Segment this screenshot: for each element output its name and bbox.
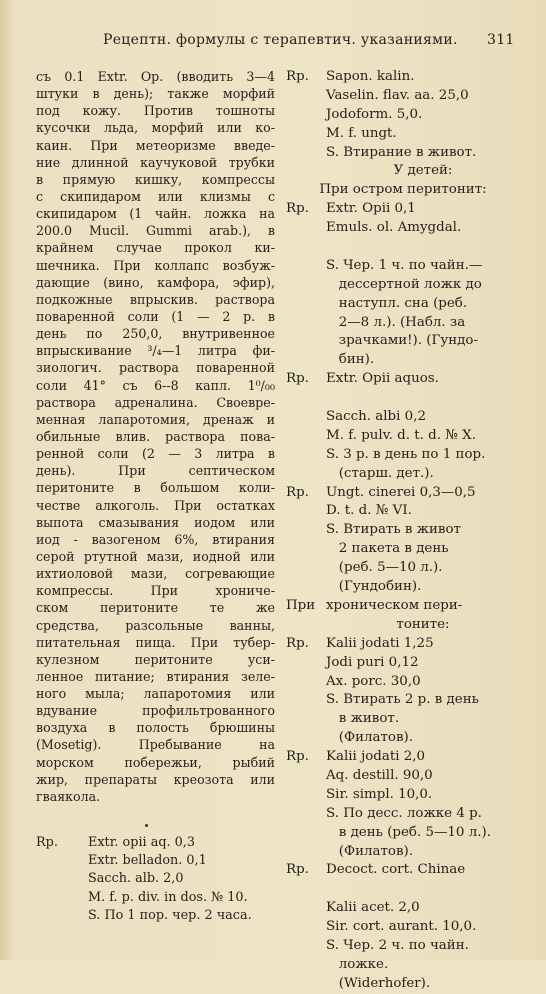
recipe-text: Extr. Opii aquos. <box>326 371 439 387</box>
ornament-dot <box>145 824 148 827</box>
recipe-marker: Rp. <box>286 635 309 651</box>
recipe-text: Emuls. ol. Amygdal. <box>326 220 462 236</box>
recipe-line <box>286 654 520 673</box>
recipe-marker <box>286 880 326 899</box>
recipe-line <box>286 276 520 295</box>
recipe-line <box>286 370 520 389</box>
recipe-marker <box>36 889 88 907</box>
recipe-text: Kalii jodati 1,25 <box>326 635 434 651</box>
recipe-text: Kalii jodati 2,0 <box>326 749 426 765</box>
recipe-text: Ungt. cinerei 0,3—0,5 <box>326 484 476 500</box>
recipe-line <box>286 635 520 654</box>
text-line: обильные влив. раствора пова- <box>36 428 275 444</box>
recipe-marker <box>286 295 326 314</box>
recipe-marker <box>286 314 326 333</box>
recipe-marker <box>286 691 326 710</box>
recipe-marker <box>286 238 326 257</box>
recipe-marker <box>286 767 326 786</box>
text-line: питательная пища. При тубер- <box>36 634 275 650</box>
text-line: ихтиоловой мази, согревающие <box>36 566 275 582</box>
recipe-marker: Rp. <box>286 484 309 500</box>
text-line: скипидаром (1 чайн. ложка на <box>36 206 275 222</box>
recipe-line <box>286 673 520 692</box>
recipe-text: Sir. simpl. 10,0. <box>326 786 433 802</box>
text-line: ском перитоните те же <box>36 600 275 616</box>
text-line: жир, препараты креозота или <box>36 771 275 787</box>
recipe-marker <box>286 446 326 465</box>
left-recipe <box>36 834 276 925</box>
recipe-marker <box>286 332 326 351</box>
recipe-marker <box>286 144 326 163</box>
text-line: перитоните в большом коли- <box>36 480 275 496</box>
recipe-line <box>286 125 520 144</box>
text-line: ренной соли (2 — 3 литра в <box>36 446 275 462</box>
recipe-marker <box>286 427 326 446</box>
text-line: раствора адреналина. Своевре- <box>36 394 275 410</box>
recipe-text: (старш. дет.). <box>326 465 434 481</box>
recipe-text: Aq. destill. 90,0 <box>326 767 433 783</box>
recipe-text: D. t. d. № VI. <box>326 503 412 519</box>
text-line: кулезном перитоните уси- <box>36 651 275 667</box>
recipe-marker <box>286 125 326 144</box>
recipe-text: (Филатов). <box>326 730 414 746</box>
recipe-line <box>36 907 276 925</box>
recipe-line <box>286 408 520 427</box>
recipe-marker <box>286 616 326 635</box>
recipe-line <box>286 106 520 125</box>
recipe-marker <box>286 559 326 578</box>
text-line: съ 0.1 Extr. Op. (вводить 3—4 <box>36 69 275 84</box>
recipe-marker <box>286 654 326 673</box>
recipe-line <box>286 427 520 446</box>
running-header <box>0 32 546 54</box>
recipe-line <box>286 200 520 219</box>
recipe-marker <box>286 276 326 295</box>
text-line: вдувание профильтрованного <box>36 703 275 719</box>
recipe-line <box>286 729 520 748</box>
recipe-marker: Rp. <box>286 201 309 217</box>
recipe-text: зрачками!). (Гундо- <box>326 333 479 349</box>
recipe-line <box>286 956 520 975</box>
recipe-marker <box>286 162 326 181</box>
recipe-line <box>286 805 520 824</box>
recipe-marker <box>286 578 326 597</box>
text-line: в прямую кишку, компрессы <box>36 171 275 187</box>
recipe-marker <box>286 937 326 956</box>
recipe-line <box>286 162 520 181</box>
recipe-line <box>286 880 520 899</box>
recipe-text: (Widerhofer). <box>326 975 431 991</box>
recipe-line <box>286 332 520 351</box>
recipe-marker <box>286 351 326 370</box>
recipe-text: в день (реб. 5—10 л.). <box>326 824 491 840</box>
right-column-recipes <box>286 68 520 994</box>
recipe-line <box>286 937 520 956</box>
text-line: морском побережьи, рыбий <box>36 754 275 770</box>
recipe-text: M. f. ungt. <box>326 125 397 141</box>
text-line: поваренной соли (1 — 2 р. в <box>36 308 275 324</box>
recipe-line <box>286 540 520 559</box>
recipe-line <box>286 559 520 578</box>
text-line: серой ртутной мази, иодной или <box>36 548 275 564</box>
text-line: ленное питание; втирания зеле- <box>36 668 275 684</box>
recipe-line <box>286 786 520 805</box>
recipe-line <box>286 502 520 521</box>
recipe-text: S. Втирание в живот. <box>326 144 477 160</box>
text-line: день). При септическом <box>36 463 275 479</box>
recipe-text: Extr. belladon. 0,1 <box>88 853 207 869</box>
recipe-marker: При <box>286 597 316 613</box>
text-line: ного мыла; лапаротомия или <box>36 686 275 702</box>
text-line: соли 41° съ 6--8 капл. 1⁰/₀₀ <box>36 377 275 393</box>
recipe-line <box>286 748 520 767</box>
text-line: иод - вазогеном 6%, втирания <box>36 531 275 547</box>
recipe-marker: Rp. <box>286 862 309 878</box>
recipe-text: S. Чер. 2 ч. по чайн. <box>326 937 469 953</box>
recipe-text: бин). <box>326 352 375 368</box>
recipe-text: У детей: <box>393 163 453 179</box>
text-line: менная лапаротомия, дренаж и <box>36 411 275 427</box>
recipe-text: Decoct. cort. Chinae <box>326 862 466 878</box>
text-line: шечника. При коллапс возбуж- <box>36 257 275 273</box>
recipe-line <box>286 295 520 314</box>
recipe-line <box>286 710 520 729</box>
recipe-line <box>286 918 520 937</box>
recipe-marker <box>286 918 326 937</box>
text-line: каин. При метеоризме введе- <box>36 137 275 153</box>
text-line: (Mosetig). Пребывание на <box>36 737 275 753</box>
recipe-line <box>286 767 520 786</box>
text-line: штуки в день); также морфий <box>36 86 275 102</box>
recipe-marker: Rp. <box>286 749 309 765</box>
recipe-marker <box>286 956 326 975</box>
recipe-text: Kalii acet. 2,0 <box>326 900 420 916</box>
recipe-text: наступл. сна (реб. <box>326 295 468 311</box>
recipe-marker <box>36 852 88 870</box>
header-title: Рецептн. формулы с терапевтич. указаниями. <box>103 32 458 48</box>
recipe-text: Sacch. albi 0,2 <box>326 409 426 425</box>
recipe-text: 2—8 л.). (Набл. за <box>326 314 466 330</box>
recipe-text: 2 пакета в день <box>326 541 449 557</box>
recipe-line <box>286 257 520 276</box>
text-line: воздуха в полость брюшины <box>36 720 275 736</box>
recipe-marker <box>286 87 326 106</box>
recipe-text: Ax. porc. 30,0 <box>326 673 421 689</box>
recipe-text: тоните: <box>396 616 450 632</box>
recipe-line <box>286 389 520 408</box>
left-column-text <box>36 68 275 805</box>
recipe-text: дессертной ложк до <box>326 276 482 292</box>
text-line: подкожные впрыскив. раствора <box>36 291 275 307</box>
recipe-marker <box>286 389 326 408</box>
recipe-marker <box>286 540 326 559</box>
recipe-line <box>286 314 520 333</box>
text-line: ние длинной каучуковой трубки <box>36 154 275 170</box>
recipe-line <box>286 843 520 862</box>
recipe-line <box>36 889 276 907</box>
text-line: выпота смазывания иодом или <box>36 514 275 530</box>
recipe-marker <box>286 824 326 843</box>
text-line: с скипидаром или клизмы с <box>36 188 275 204</box>
recipe-line <box>36 834 276 852</box>
recipe-marker <box>286 786 326 805</box>
recipe-text: хроническом пери- <box>326 597 463 613</box>
recipe-line <box>36 870 276 888</box>
recipe-line <box>36 852 276 870</box>
text-line: гваякола. <box>36 788 101 804</box>
recipe-text: (Гундобин). <box>326 579 422 595</box>
recipe-marker <box>286 843 326 862</box>
recipe-line <box>286 975 520 994</box>
recipe-marker <box>286 805 326 824</box>
recipe-line <box>286 824 520 843</box>
recipe-line <box>286 446 520 465</box>
recipe-text: S. Втирать в живот <box>326 522 461 538</box>
recipe-line <box>286 521 520 540</box>
recipe-marker <box>286 106 326 125</box>
recipe-text: ложке. <box>326 956 389 972</box>
recipe-text: Jodi puri 0,12 <box>326 654 419 670</box>
recipe-line <box>286 484 520 503</box>
text-line: дающие (вино, камфора, эфир), <box>36 274 275 290</box>
recipe-line <box>286 351 520 370</box>
recipe-text: (Филатов). <box>326 843 414 859</box>
recipe-text: Extr. opii aq. 0,3 <box>88 835 196 850</box>
recipe-marker <box>286 257 326 276</box>
text-line: день по 250,0, внутривенное <box>36 326 275 342</box>
recipe-text: Jodoform. 5,0. <box>326 106 423 122</box>
text-line: крайнем случае прокол ки- <box>36 240 275 256</box>
recipe-text: Sacch. alb. 2,0 <box>88 871 184 887</box>
recipe-marker <box>36 907 88 925</box>
recipe-text: M. f. pulv. d. t. d. № X. <box>326 427 476 443</box>
text-line: 200.0 Mucil. Gummi arab.), в <box>36 223 275 239</box>
recipe-text: При остром перитонит: <box>319 182 487 198</box>
recipe-text: в живот. <box>326 711 400 727</box>
recipe-text: Sapon. kalin. <box>326 69 415 84</box>
recipe-text: S. По 1 пор. чер. 2 часа. <box>88 907 252 923</box>
recipe-text: S. Чер. 1 ч. по чайн.— <box>326 257 483 273</box>
recipe-text: Sir. cort. aurant. 10,0. <box>326 919 477 935</box>
recipe-line <box>286 219 520 238</box>
recipe-marker: Rp. <box>36 835 58 850</box>
recipe-text: S. Втирать 2 р. в день <box>326 692 479 708</box>
recipe-marker <box>286 219 326 238</box>
recipe-marker <box>36 870 88 888</box>
text-line: впрыскивание ³/₄—1 литра фи- <box>36 343 275 359</box>
recipe-line <box>286 691 520 710</box>
recipe-line <box>286 181 520 200</box>
recipe-marker: Rp. <box>286 69 309 84</box>
recipe-line <box>286 238 520 257</box>
recipe-marker <box>286 465 326 484</box>
recipe-marker <box>286 502 326 521</box>
recipe-line <box>286 465 520 484</box>
recipe-marker: Rp. <box>286 371 309 387</box>
recipe-line <box>286 144 520 163</box>
recipe-marker <box>286 729 326 748</box>
text-line: компрессы. При хрониче- <box>36 583 275 599</box>
recipe-line <box>286 899 520 918</box>
recipe-marker <box>286 710 326 729</box>
text-line: честве алкоголь. При остатках <box>36 497 275 513</box>
text-line: под кожу. Против тошноты <box>36 103 275 119</box>
recipe-line <box>286 578 520 597</box>
recipe-marker <box>286 521 326 540</box>
recipe-text: S. По десс. ложке 4 р. <box>326 805 482 821</box>
text-line: кусочки льда, морфий или ко- <box>36 120 275 136</box>
recipe-line <box>286 597 520 616</box>
recipe-marker <box>286 899 326 918</box>
recipe-text: (реб. 5—10 л.). <box>326 560 443 576</box>
recipe-line <box>286 87 520 106</box>
recipe-text: S. 3 р. в день по 1 пор. <box>326 446 486 462</box>
recipe-text: M. f. p. div. in dos. № 10. <box>88 889 248 905</box>
page-number: 311 <box>487 32 515 48</box>
text-line: средства, разсольные ванны, <box>36 617 275 633</box>
recipe-marker <box>286 673 326 692</box>
recipe-line <box>286 861 520 880</box>
recipe-line <box>286 68 520 87</box>
recipe-marker <box>286 408 326 427</box>
recipe-text: Vaselin. flav. aa. 25,0 <box>326 87 469 103</box>
recipe-line <box>286 616 520 635</box>
recipe-marker <box>286 975 326 994</box>
text-line: зиологич. раствора поваренной <box>36 360 275 376</box>
recipe-text: Extr. Opii 0,1 <box>326 201 416 217</box>
